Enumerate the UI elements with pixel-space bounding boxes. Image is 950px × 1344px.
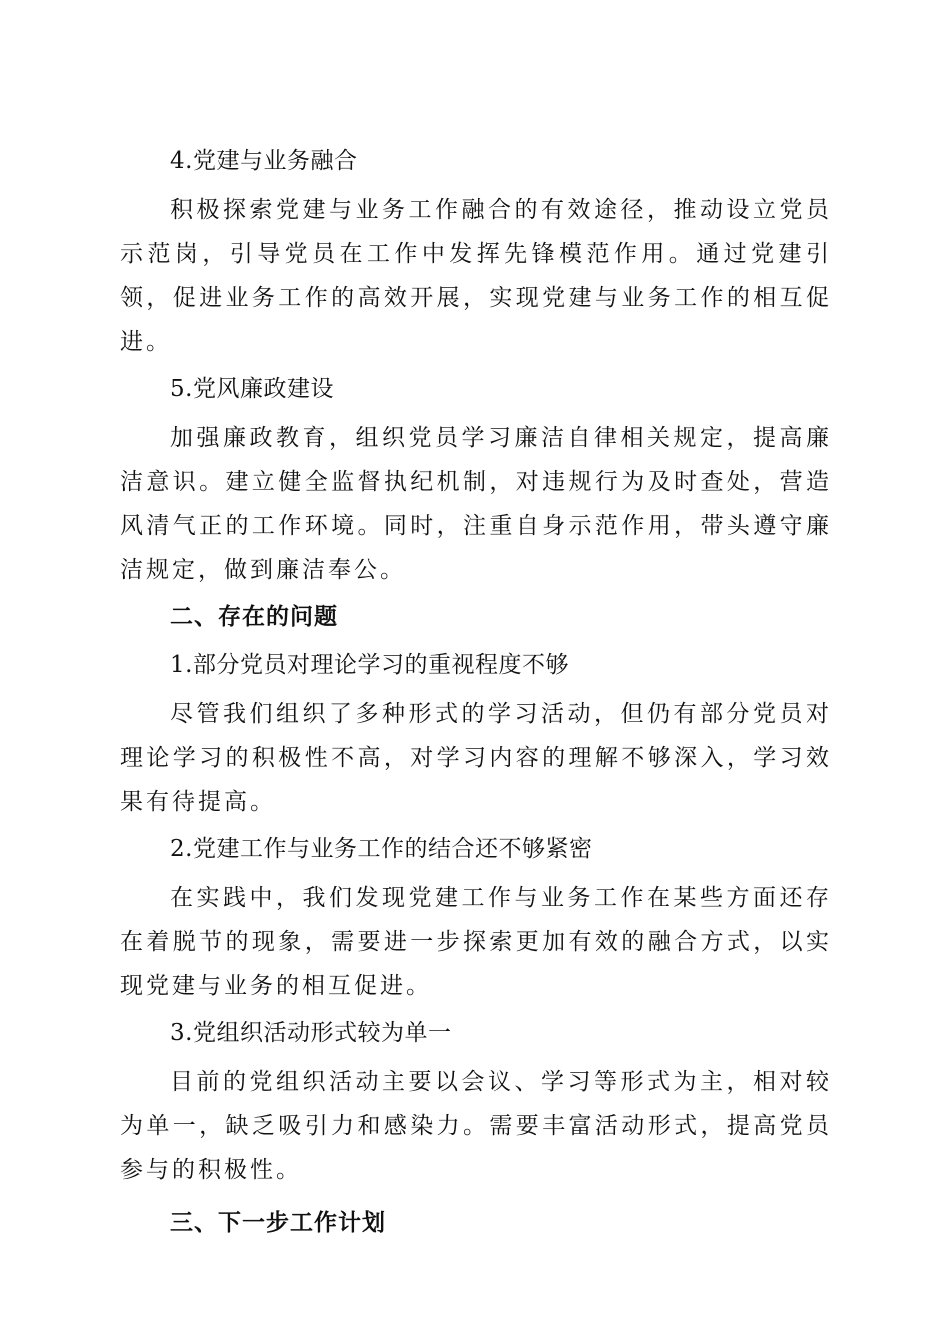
part-3-heading: 三、下一步工作计划	[170, 1210, 386, 1236]
part-2-heading: 二、存在的问题	[170, 604, 338, 630]
problem-3-title: 3.党组织活动形式较为单一	[170, 1020, 452, 1046]
problem-3-body: 目前的党组织活动主要以会议、学习等形式为主，相对较为单一，缺乏吸引力和感染力。需要丰富活动形式，提高党员参与的积极性。	[120, 1069, 832, 1183]
section-4-title: 4.党建与业务融合	[170, 148, 358, 174]
section-5-title: 5.党风廉政建设	[170, 376, 334, 402]
section-4-body: 积极探索党建与业务工作融合的有效途径，推动设立党员示范岗，引导党员在工作中发挥先锋模范作用。通过党建引领，促进业务工作的高效开展，实现党建与业务工作的相互促进。	[120, 197, 832, 355]
problem-1-body: 尽管我们组织了多种形式的学习活动，但仍有部分党员对理论学习的积极性不高，对学习内容的理解不够深入，学习效果有待提高。	[120, 701, 832, 815]
problem-1-title: 1.部分党员对理论学习的重视程度不够	[170, 652, 569, 678]
problem-2-body: 在实践中，我们发现党建工作与业务工作在某些方面还存在着脱节的现象，需要进一步探索更加有效的融合方式，以实现党建与业务的相互促进。	[120, 885, 832, 999]
section-5-body: 加强廉政教育，组织党员学习廉洁自律相关规定，提高廉洁意识。建立健全监督执纪机制，对违规行为及时查处，营造风清气正的工作环境。同时，注重自身示范作用，带头遵守廉洁规定，做到廉洁奉公。	[120, 425, 832, 583]
document-body	[120, 140, 832, 1250]
problem-2-title: 2.党建工作与业务工作的结合还不够紧密	[170, 836, 593, 862]
